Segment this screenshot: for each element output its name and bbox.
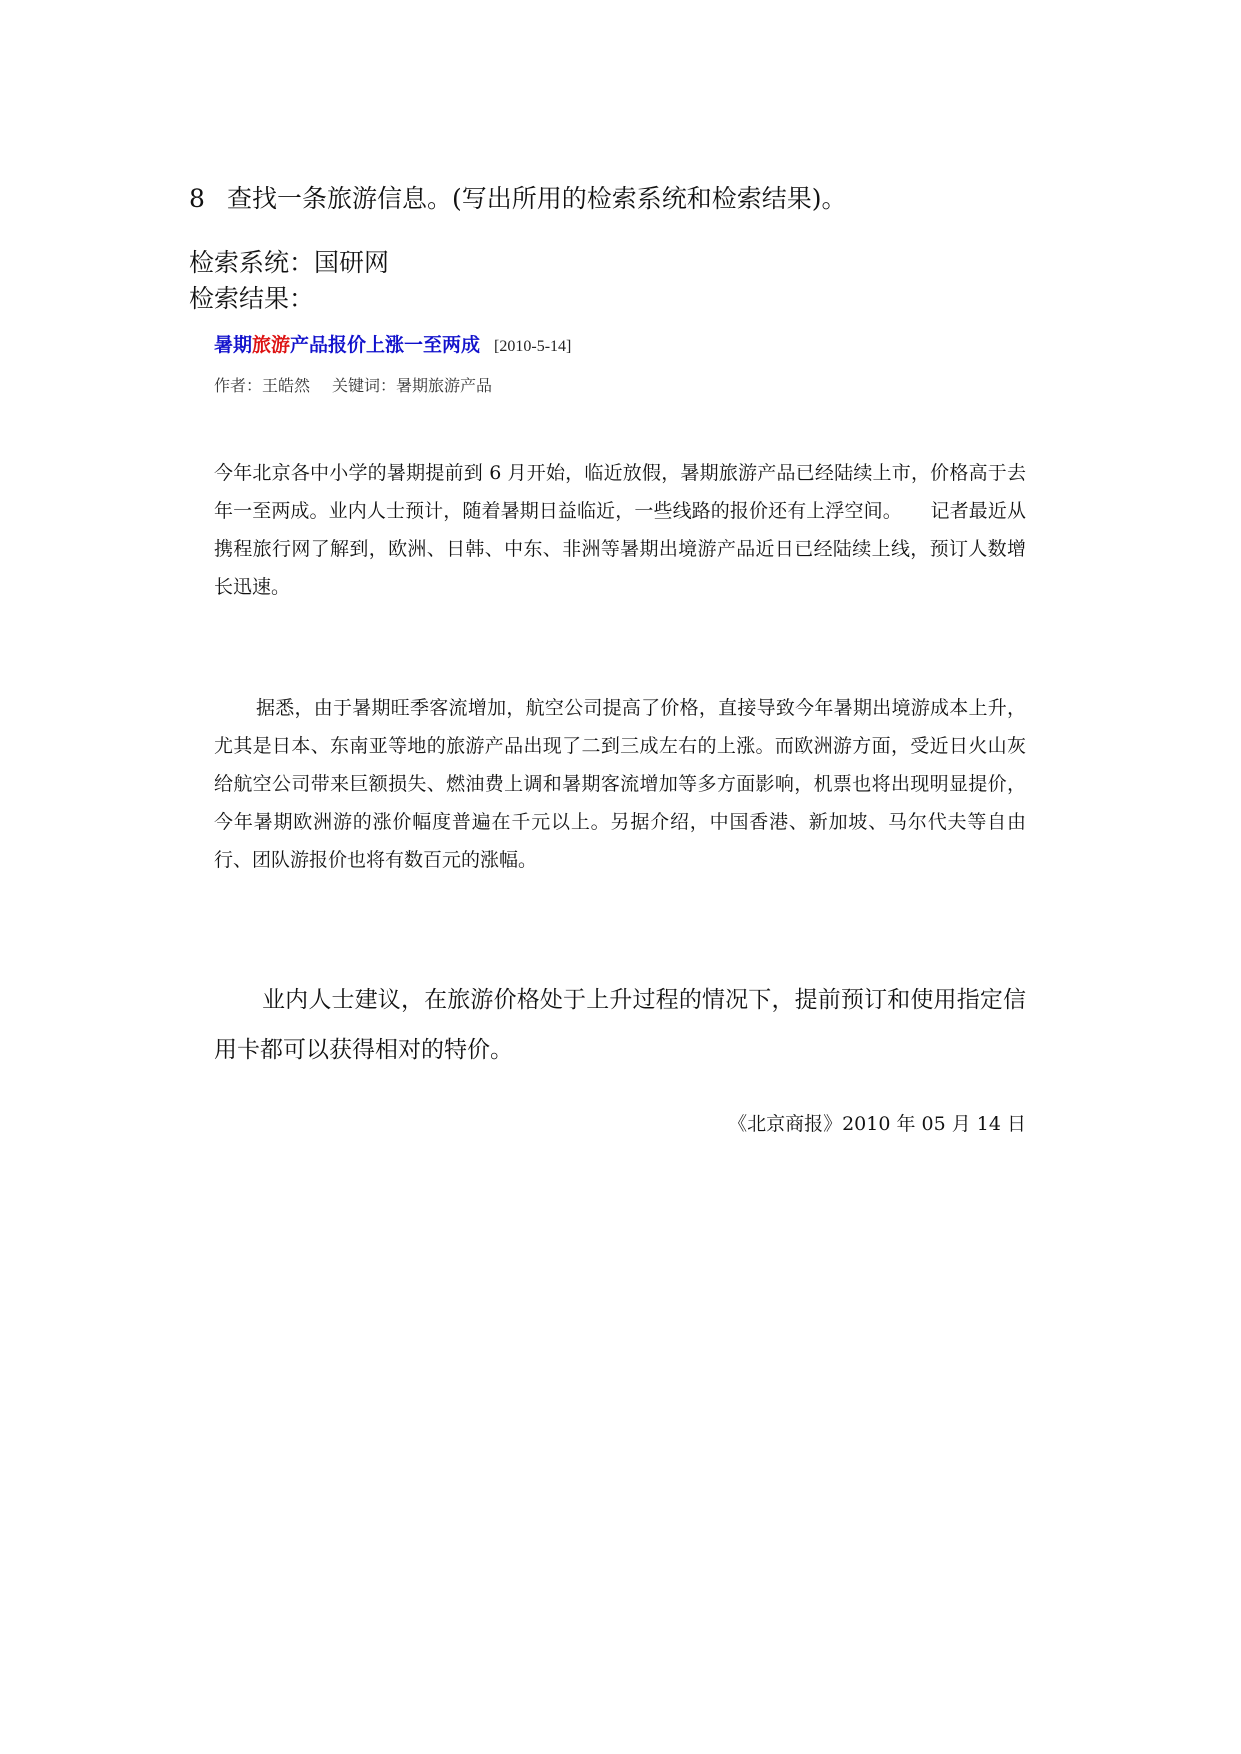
retrieval-system-line: 检索系统：国研网 (189, 248, 390, 277)
article-title-link[interactable] (214, 330, 571, 362)
question-number: 8 (189, 184, 205, 213)
retrieval-result-label: 检索结果： (189, 284, 315, 313)
article-author: 作者：王皓然 (214, 376, 311, 395)
article-source: 《北京商报》2010 年 05 月 14 日 (728, 1113, 1026, 1135)
article-title-highlight: 旅游 (252, 334, 291, 356)
question-text: 查找一条旅游信息。(写出所用的检索系统和检索结果)。 (227, 184, 847, 213)
article-title-part1: 暑期 (214, 334, 253, 356)
article-paragraph: 业内人士建议，在旅游价格处于上升过程的情况下，提前预订和使用指定信用卡都可以获得相对的特价。 (214, 987, 1026, 1063)
article-date: [2010-5-14] (494, 338, 572, 355)
article-paragraph: 今年北京各中小学的暑期提前到 6 月开始，临近放假，暑期旅游产品已经陆续上市，价格高于去年一至两成。业内人士预计，随着暑期日益临近，一些线路的报价还有上浮空间。 记者最近从携程旅行网了解到，欧洲、日韩、中东、非洲等暑期出境游产品近日已经陆续上线，预订人数增长迅速。 (214, 462, 1026, 598)
article-title-part2: 产品报价上涨一至两成 (290, 334, 481, 356)
question (189, 181, 847, 217)
article-keywords: 关键词：暑期旅游产品 (332, 376, 493, 395)
article-meta (214, 373, 492, 399)
article-paragraph: 据悉，由于暑期旺季客流增加，航空公司提高了价格，直接导致今年暑期出境游成本上升，尤其是日本、东南亚等地的旅游产品出现了二到三成左右的上涨。而欧洲游方面，受近日火山灰给航空公司带来巨额损失、燃油费上调和暑期客流增加等多方面影响，机票也将出现明显提价，今年暑期欧洲游的涨价幅度普遍在千元以上。另据介绍，中国香港、新加坡、马尔代夫等自由行、团队游报价也将有数百元的涨幅。 (214, 697, 1026, 871)
